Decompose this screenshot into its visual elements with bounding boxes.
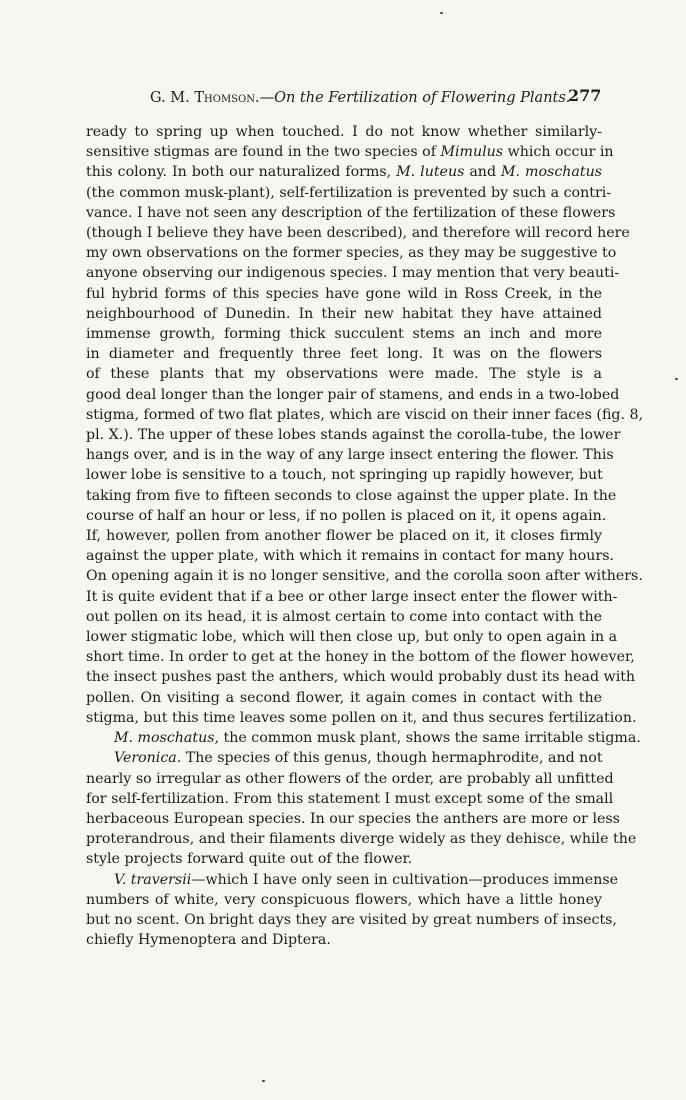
- text-line: course of half an hour or less, if no pollen is placed on it, it opens again.: [86, 507, 607, 524]
- text-line: On opening again it is no longer sensitive, and the corolla soon after withers.: [86, 568, 643, 585]
- text-line: herbaceous European species. In our species the anthers are more or less: [86, 810, 620, 827]
- text-line: sensitive stigmas are found in the two species of Mimulus which occur in: [86, 144, 614, 161]
- text-line: lower lobe is sensitive to a touch, not springing up rapidly however, but: [86, 467, 603, 484]
- text-line: hangs over, and is in the way of any large insect entering the flower. This: [86, 447, 614, 464]
- text-line: If, however, pollen from another flower be placed on it, it closes firmly: [86, 528, 602, 545]
- header-author: G. M. Thomson.: [150, 90, 260, 106]
- text-line: M. moschatus, the common musk plant, shows the same irritable stigma.: [114, 730, 641, 747]
- page-number: 277: [568, 86, 602, 105]
- text-line: chiefly Hymenoptera and Diptera.: [86, 932, 331, 949]
- text-line: proterandrous, and their filaments diverge widely as they dehisce, while the: [86, 831, 637, 848]
- text-line: short time. In order to get at the honey in the bottom of the flower however,: [86, 649, 635, 666]
- text-line: style projects forward quite out of the flower.: [86, 851, 413, 868]
- text-line: It is quite evident that if a bee or other large insect enter the flower with-: [86, 588, 618, 605]
- text-line: (the common musk-plant), self-fertilization is prevented by such a contri-: [86, 184, 612, 201]
- text-line: anyone observing our indigenous species. I may mention that very beauti-: [86, 265, 620, 282]
- text-line: neighbourhood of Dunedin. In their new habitat they have attained: [86, 305, 602, 322]
- scan-speck: [440, 12, 443, 14]
- text-line: nearly so irregular as other flowers of the order, are probably all unfitted: [86, 770, 614, 787]
- text-line: against the upper plate, with which it remains in contact for many hours.: [86, 548, 615, 565]
- text-line: V. traversii—which I have only seen in cultivation—produces immense: [114, 871, 619, 888]
- text-line: pl. X.). The upper of these lobes stands against the corolla-tube, the lower: [86, 427, 621, 444]
- text-line: Veronica. The species of this genus, though hermaphrodite, and not: [114, 750, 603, 767]
- header-title: —On the Fertilization of Flowering Plants.: [259, 90, 571, 106]
- text-line: lower stigmatic lobe, which will then close up, but only to open again in a: [86, 629, 618, 646]
- text-line: ful hybrid forms of this species have gone wild in Ross Creek, in the: [86, 285, 602, 302]
- text-line: my own observations on the former species, as they may be suggestive to: [86, 245, 617, 262]
- text-line: the insect pushes past the anthers, which would probably dust its head with: [86, 669, 636, 686]
- text-line: vance. I have not seen any description of the fertilization of these flowers: [86, 204, 616, 221]
- text-line: this colony. In both our naturalized forms, M. luteus and M. moschatus: [86, 164, 602, 181]
- text-line: for self-fertilization. From this statement I must except some of the small: [86, 790, 614, 807]
- running-header: [150, 88, 600, 108]
- scan-speck: [262, 1080, 265, 1082]
- text-line: stigma, formed of two flat plates, which are viscid on their inner faces (fig. 8,: [86, 406, 644, 423]
- body-text: [86, 122, 644, 950]
- text-line: pollen. On visiting a second flower, it again comes in contact with the: [86, 689, 602, 706]
- text-line: but no scent. On bright days they are visited by great numbers of insects,: [86, 911, 617, 928]
- text-line: immense growth, forming thick succulent stems an inch and more: [86, 326, 602, 343]
- text-line: ready to spring up when touched. I do not know whether similarly-: [86, 124, 602, 140]
- text-line: good deal longer than the longer pair of stamens, and ends in a two-lobed: [86, 386, 620, 403]
- scan-speck: [675, 378, 678, 380]
- text-line: numbers of white, very conspicuous flowers, which have a little honey: [86, 891, 602, 908]
- text-line: taking from five to fifteen seconds to close against the upper plate. In the: [86, 487, 617, 504]
- text-line: of these plants that my observations were made. The style is a: [86, 366, 602, 383]
- text-line: in diameter and frequently three feet long. It was on the flowers: [86, 346, 602, 363]
- text-line: (though I believe they have been described), and therefore will record here: [86, 225, 630, 242]
- text-line: stigma, but this time leaves some pollen on it, and thus secures fertilization.: [86, 709, 637, 726]
- text-line: out pollen on its head, it is almost certain to come into contact with the: [86, 608, 602, 625]
